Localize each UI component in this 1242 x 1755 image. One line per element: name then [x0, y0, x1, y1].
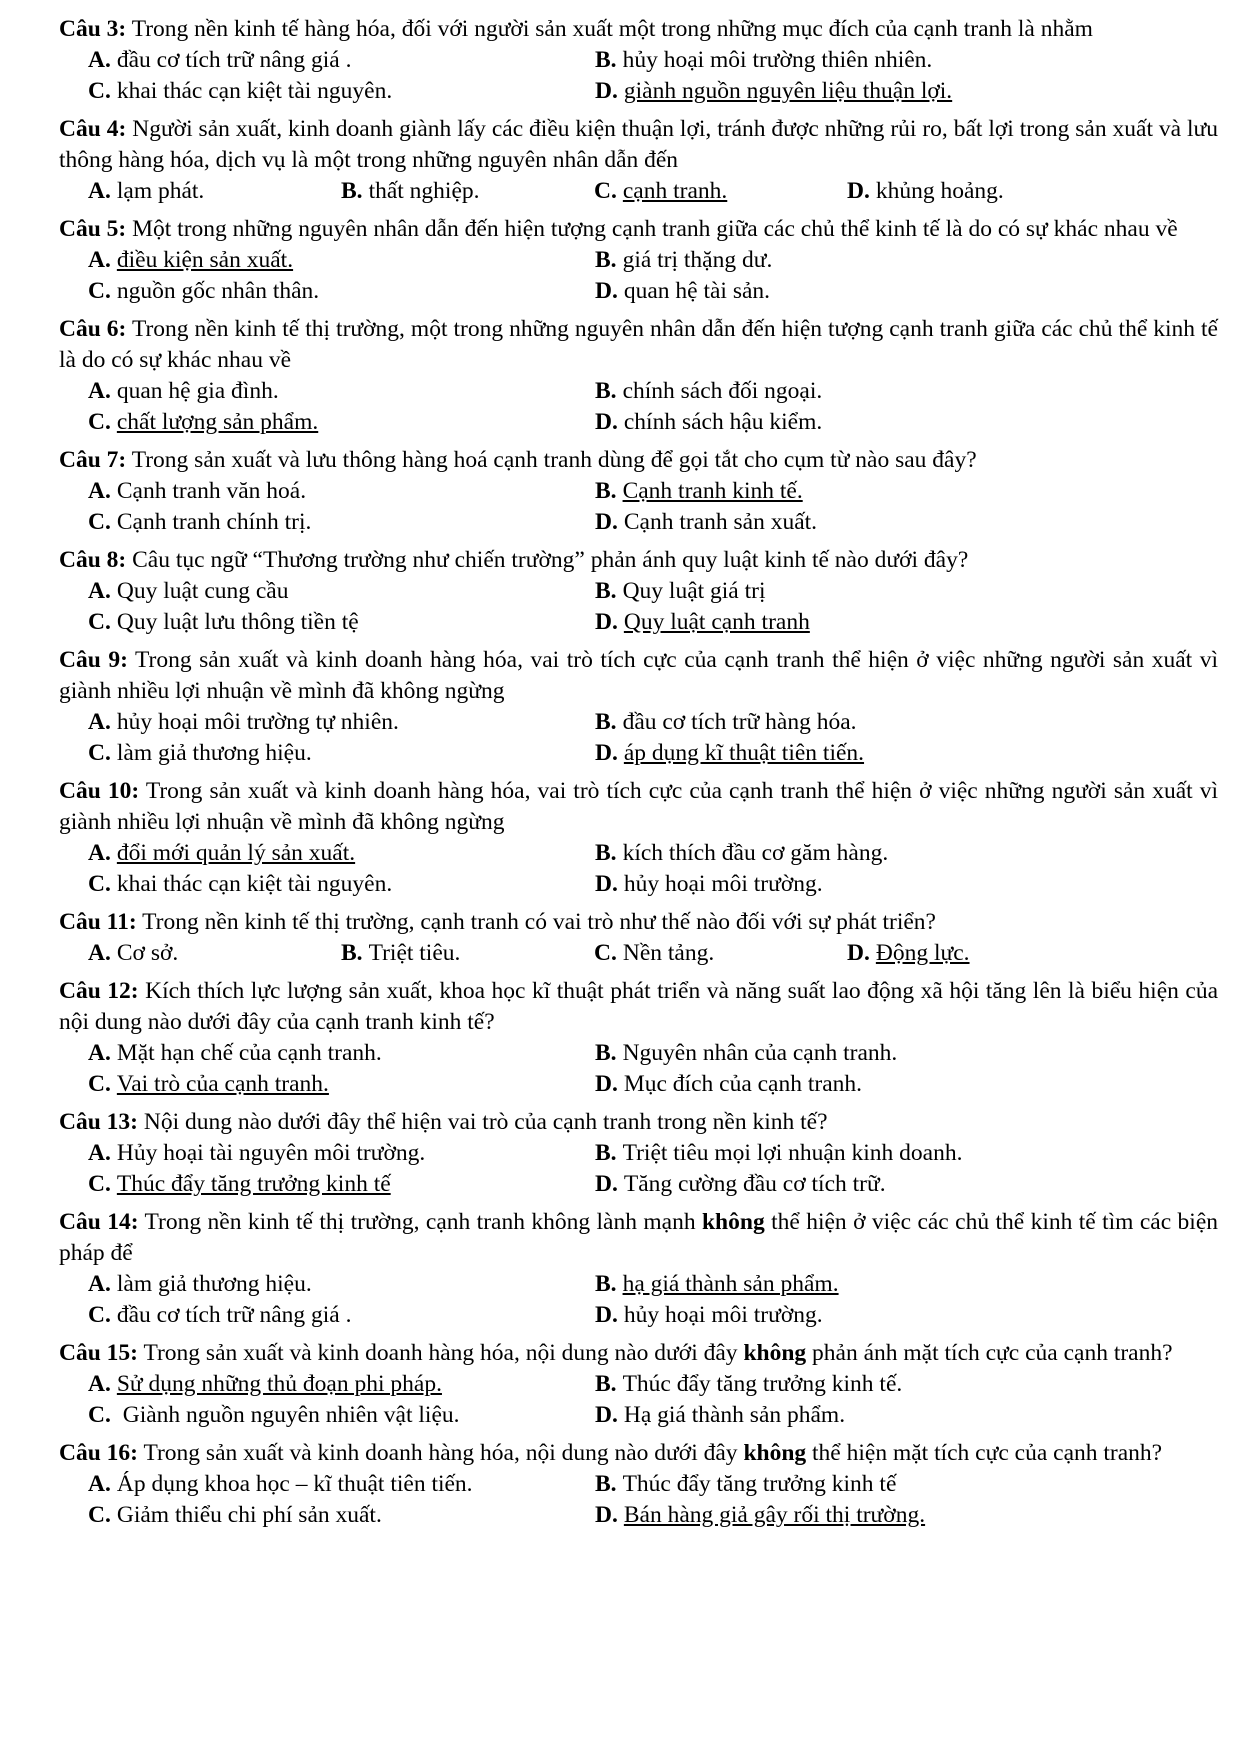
question-text: Trong sản xuất và kinh doanh hàng hóa, vai trò tích cực của cạnh tranh thể hiện ở việc những người sản xuất vì giành nhiều lợi nhuận về mình đã không ngừng: [59, 778, 1218, 835]
option-text: Triệt tiêu.: [368, 940, 461, 966]
option-letter: C.: [88, 1071, 111, 1097]
answer-options: [59, 576, 1218, 638]
option-text: chính sách đối ngoại.: [622, 378, 823, 404]
answer-option-b: [595, 1269, 1102, 1300]
option-letter: A.: [88, 940, 111, 966]
option-text: khai thác cạn kiệt tài nguyên.: [116, 871, 393, 897]
option-letter: A.: [88, 1271, 111, 1297]
option-text: hạ giá thành sản phẩm.: [622, 1271, 839, 1297]
option-letter: C.: [88, 509, 111, 535]
question-block: [59, 645, 1218, 769]
question-stem: [59, 545, 1218, 576]
option-text: làm giả thương hiệu.: [116, 1271, 312, 1297]
option-text: Bán hàng giả gây rối thị trường.: [623, 1502, 926, 1528]
question-stem: [59, 314, 1218, 376]
option-letter: C.: [88, 409, 111, 435]
answer-option-d: [595, 1169, 1102, 1200]
question-number: Câu 9:: [59, 647, 128, 673]
answer-options: [59, 1269, 1218, 1331]
option-letter: D.: [847, 178, 870, 204]
option-letter: B.: [595, 1271, 617, 1297]
answer-option-c: [88, 1169, 595, 1200]
question-number: Câu 13:: [59, 1109, 138, 1135]
option-text: đổi mới quản lý sản xuất.: [116, 840, 356, 866]
answer-option-a: [88, 176, 341, 207]
question-number: Câu 5:: [59, 216, 127, 242]
answer-option-a: [88, 1038, 595, 1069]
option-letter: D.: [595, 609, 618, 635]
answer-option-c: [88, 1500, 595, 1531]
option-letter: A.: [88, 709, 111, 735]
question-text: Người sản xuất, kinh doanh giành lấy các điều kiện thuận lợi, tránh được những rủi ro, bất lợi trong sản xuất và lưu thông hàng hóa, dịch vụ là một trong những nguyên nhân dẫn đến: [59, 116, 1219, 173]
question-text: Nội dung nào dưới đây thể hiện vai trò của cạnh tranh trong nền kinh tế?: [143, 1109, 828, 1135]
question-text: thể hiện mặt tích cực của cạnh tranh?: [806, 1440, 1163, 1466]
question-text: Trong nền kinh tế thị trường, cạnh tranh có vai trò như thế nào đối với sự phát triển?: [142, 909, 936, 935]
question-stem: [59, 114, 1218, 176]
question-text: Trong sản xuất và kinh doanh hàng hóa, nội dung nào dưới đây: [143, 1340, 744, 1366]
option-text: quan hệ gia đình.: [116, 378, 279, 404]
question-number: Câu 8:: [59, 547, 127, 573]
question-text: Trong nền kinh tế thị trường, cạnh tranh không lành mạnh: [144, 1209, 702, 1235]
option-text: Thúc đẩy tăng trưởng kinh tế: [116, 1171, 391, 1197]
answer-option-a: [88, 476, 595, 507]
option-text: khai thác cạn kiệt tài nguyên.: [116, 78, 393, 104]
answer-options: [59, 1138, 1218, 1200]
option-text: Cạnh tranh chính trị.: [116, 509, 312, 535]
question-number: Câu 3:: [59, 16, 127, 42]
question-stem: [59, 976, 1218, 1038]
option-text: Cạnh tranh sản xuất.: [623, 509, 818, 535]
option-letter: A.: [88, 47, 111, 73]
answer-option-d: [595, 1500, 1102, 1531]
question-stem: [59, 14, 1218, 45]
answer-option-a: [88, 1269, 595, 1300]
answer-option-a: [88, 376, 595, 407]
question-stem: [59, 907, 1218, 938]
option-letter: C.: [88, 1502, 111, 1528]
option-letter: C.: [88, 871, 111, 897]
question-text: Trong sản xuất và kinh doanh hàng hóa, vai trò tích cực của cạnh tranh thể hiện ở việc những người sản xuất vì giành nhiều lợi nhuận về mình đã không ngừng: [59, 647, 1219, 704]
option-text: Nguyên nhân của cạnh tranh.: [622, 1040, 898, 1066]
question-block: [59, 776, 1218, 900]
option-letter: D.: [595, 740, 618, 766]
answer-option-b: [595, 245, 1102, 276]
option-letter: B.: [341, 940, 363, 966]
option-text: Thúc đẩy tăng trưởng kinh tế: [622, 1471, 897, 1497]
option-text: Quy luật giá trị: [622, 578, 766, 604]
option-letter: B.: [595, 1371, 617, 1397]
option-letter: D.: [595, 1171, 618, 1197]
option-letter: B.: [595, 709, 617, 735]
option-text: Giành nguồn nguyên nhiên vật liệu.: [116, 1402, 460, 1428]
question-text: Trong sản xuất và kinh doanh hàng hóa, nội dung nào dưới đây: [143, 1440, 744, 1466]
question-stem: [59, 214, 1218, 245]
question-number: Câu 14:: [59, 1209, 139, 1235]
option-text: làm giả thương hiệu.: [116, 740, 312, 766]
option-text: điều kiện sản xuất.: [116, 247, 294, 273]
option-text: hủy hoại môi trường.: [623, 1302, 823, 1328]
question-block: [59, 907, 1218, 969]
option-text: Cạnh tranh kinh tế.: [622, 478, 803, 504]
question-text: Trong nền kinh tế thị trường, một trong những nguyên nhân dẫn đến hiện tượng cạnh tranh giữa các chủ thể kinh tế là do có sự khác nhau về: [59, 316, 1218, 373]
question-number: Câu 12:: [59, 978, 139, 1004]
question-number: Câu 7:: [59, 447, 127, 473]
option-text: cạnh tranh.: [622, 178, 728, 204]
option-letter: B.: [341, 178, 363, 204]
answer-option-b: [595, 576, 1102, 607]
question-stem: [59, 645, 1218, 707]
answer-option-c: [88, 76, 595, 107]
answer-option-d: [595, 1400, 1102, 1431]
answer-options: [59, 245, 1218, 307]
option-text: Cạnh tranh văn hoá.: [116, 478, 307, 504]
answer-options: [59, 1369, 1218, 1431]
option-text: giành nguồn nguyên liệu thuận lợi.: [623, 78, 953, 104]
answer-option-a: [88, 45, 595, 76]
option-text: đầu cơ tích trữ nâng giá .: [116, 47, 352, 73]
question-text: Câu tục ngữ “Thương trường như chiến trường” phản ánh quy luật kinh tế nào dưới đây?: [132, 547, 969, 573]
answer-option-c: [88, 869, 595, 900]
option-text: quan hệ tài sản.: [623, 278, 771, 304]
answer-option-b: [595, 1138, 1102, 1169]
option-text: Cơ sở.: [116, 940, 179, 966]
answer-option-b: [595, 1469, 1102, 1500]
question-block: [59, 214, 1218, 307]
answer-option-d: [595, 1069, 1102, 1100]
option-letter: C.: [88, 609, 111, 635]
answer-option-c: [88, 507, 595, 538]
question-stem: [59, 1338, 1218, 1369]
option-letter: D.: [595, 1502, 618, 1528]
option-text: Nền tảng.: [622, 940, 715, 966]
question-stem: [59, 445, 1218, 476]
option-text: Mục đích của cạnh tranh.: [623, 1071, 863, 1097]
answer-options: [59, 45, 1218, 107]
option-text: đầu cơ tích trữ hàng hóa.: [622, 709, 857, 735]
answer-option-a: [88, 245, 595, 276]
answer-option-b: [341, 176, 594, 207]
answer-option-b: [595, 707, 1102, 738]
option-letter: C.: [594, 940, 617, 966]
option-letter: A.: [88, 1371, 111, 1397]
option-text: hủy hoại môi trường.: [623, 871, 823, 897]
answer-option-d: [595, 276, 1102, 307]
question-text: phản ánh mặt tích cực của cạnh tranh?: [806, 1340, 1173, 1366]
answer-option-c: [88, 607, 595, 638]
answer-option-d: [847, 176, 1100, 207]
option-text: đầu cơ tích trữ nâng giá .: [116, 1302, 352, 1328]
option-letter: B.: [595, 478, 617, 504]
option-text: hủy hoại môi trường thiên nhiên.: [622, 47, 933, 73]
answer-option-c: [88, 1300, 595, 1331]
option-letter: D.: [595, 78, 618, 104]
answer-option-c: [88, 1400, 595, 1431]
answer-option-c: [88, 276, 595, 307]
option-letter: C.: [88, 1171, 111, 1197]
option-letter: D.: [595, 871, 618, 897]
option-text: chính sách hậu kiểm.: [623, 409, 823, 435]
answer-option-c: [88, 407, 595, 438]
question-number: Câu 4:: [59, 116, 127, 142]
option-text: kích thích đầu cơ găm hàng.: [622, 840, 889, 866]
option-text: Hủy hoại tài nguyên môi trường.: [116, 1140, 426, 1166]
option-text: Quy luật cung cầu: [116, 578, 289, 604]
answer-option-b: [595, 838, 1102, 869]
answer-option-a: [88, 1138, 595, 1169]
answer-option-a: [88, 707, 595, 738]
answer-options: [59, 176, 1218, 207]
question-block: [59, 1107, 1218, 1200]
option-letter: A.: [88, 1471, 111, 1497]
option-text: Sử dụng những thủ đoạn phi pháp.: [116, 1371, 442, 1397]
question-number: Câu 15:: [59, 1340, 138, 1366]
answer-option-a: [88, 838, 595, 869]
option-letter: A.: [88, 1040, 111, 1066]
option-text: áp dụng kĩ thuật tiên tiến.: [623, 740, 865, 766]
negation-keyword: không: [743, 1340, 807, 1366]
option-letter: A.: [88, 378, 111, 404]
question-text: Trong nền kinh tế hàng hóa, đối với người sản xuất một trong những mục đích của cạnh tranh là nhằm: [131, 16, 1093, 42]
answer-option-d: [595, 607, 1102, 638]
option-text: Động lực.: [875, 940, 970, 966]
option-letter: A.: [88, 247, 111, 273]
option-letter: C.: [88, 1302, 111, 1328]
option-letter: C.: [594, 178, 617, 204]
option-letter: B.: [595, 1140, 617, 1166]
question-block: [59, 1207, 1218, 1331]
option-letter: B.: [595, 378, 617, 404]
option-text: Áp dụng khoa học – kĩ thuật tiên tiến.: [116, 1471, 473, 1497]
question-stem: [59, 1207, 1218, 1269]
question-number: Câu 16:: [59, 1440, 138, 1466]
answer-option-d: [595, 507, 1102, 538]
question-stem: [59, 776, 1218, 838]
question-text: thể hiện ở việc các chủ thể kinh tế tìm các biện pháp để: [59, 1209, 1219, 1266]
question-stem: [59, 1438, 1218, 1469]
option-letter: D.: [595, 509, 618, 535]
question-block: [59, 976, 1218, 1100]
option-letter: B.: [595, 47, 617, 73]
option-letter: D.: [595, 409, 618, 435]
question-block: [59, 114, 1218, 207]
option-letter: B.: [595, 578, 617, 604]
answer-option-c: [88, 1069, 595, 1100]
option-letter: D.: [595, 1071, 618, 1097]
option-text: Mặt hạn chế của cạnh tranh.: [116, 1040, 382, 1066]
question-block: [59, 1338, 1218, 1431]
option-letter: C.: [88, 1402, 111, 1428]
option-letter: A.: [88, 840, 111, 866]
option-text: Triệt tiêu mọi lợi nhuận kinh doanh.: [622, 1140, 963, 1166]
option-text: nguồn gốc nhân thân.: [116, 278, 320, 304]
answer-options: [59, 938, 1218, 969]
option-text: Thúc đẩy tăng trưởng kinh tế.: [622, 1371, 903, 1397]
question-number: Câu 11:: [59, 909, 137, 935]
question-block: [59, 445, 1218, 538]
question-number: Câu 6:: [59, 316, 127, 342]
answer-options: [59, 376, 1218, 438]
answer-option-b: [595, 45, 1102, 76]
answer-option-d: [595, 869, 1102, 900]
option-text: Tăng cường đầu cơ tích trữ.: [623, 1171, 886, 1197]
answer-option-a: [88, 576, 595, 607]
answer-option-d: [595, 76, 1102, 107]
question-block: [59, 314, 1218, 438]
option-text: Vai trò của cạnh tranh.: [116, 1071, 329, 1097]
answer-options: [59, 476, 1218, 538]
option-letter: A.: [88, 1140, 111, 1166]
option-letter: C.: [88, 78, 111, 104]
answer-option-c: [594, 176, 847, 207]
answer-option-b: [595, 1038, 1102, 1069]
answer-option-d: [595, 407, 1102, 438]
question-text: Trong sản xuất và lưu thông hàng hoá cạnh tranh dùng để gọi tắt cho cụm từ nào sau đây?: [131, 447, 977, 473]
answer-option-b: [341, 938, 594, 969]
answer-option-d: [595, 738, 1102, 769]
answer-option-b: [595, 476, 1102, 507]
option-text: giá trị thặng dư.: [622, 247, 773, 273]
answer-options: [59, 838, 1218, 900]
answer-option-a: [88, 1369, 595, 1400]
question-stem: [59, 1107, 1218, 1138]
option-text: khủng hoảng.: [875, 178, 1004, 204]
option-letter: B.: [595, 1040, 617, 1066]
option-text: hủy hoại môi trường tự nhiên.: [116, 709, 399, 735]
answer-option-a: [88, 1469, 595, 1500]
negation-keyword: không: [743, 1440, 807, 1466]
answer-option-b: [595, 376, 1102, 407]
question-block: [59, 545, 1218, 638]
option-letter: A.: [88, 578, 111, 604]
negation-keyword: không: [701, 1209, 765, 1235]
option-letter: B.: [595, 247, 617, 273]
answer-option-b: [595, 1369, 1102, 1400]
option-letter: A.: [88, 178, 111, 204]
option-text: Quy luật lưu thông tiền tệ: [116, 609, 359, 635]
answer-option-c: [88, 738, 595, 769]
answer-option-d: [847, 938, 1100, 969]
option-letter: D.: [847, 940, 870, 966]
question-text: Kích thích lực lượng sản xuất, khoa học kĩ thuật phát triển và năng suất lao động xã hội tăng lên là biểu hiện của nội dung nào dưới đây của cạnh tranh kinh tế?: [59, 978, 1218, 1035]
option-text: thất nghiệp.: [368, 178, 480, 204]
option-text: Giảm thiểu chi phí sản xuất.: [116, 1502, 382, 1528]
option-text: chất lượng sản phẩm.: [116, 409, 319, 435]
option-letter: B.: [595, 840, 617, 866]
question-number: Câu 10:: [59, 778, 140, 804]
answer-option-c: [594, 938, 847, 969]
answer-options: [59, 707, 1218, 769]
option-text: Hạ giá thành sản phẩm.: [623, 1402, 846, 1428]
option-letter: D.: [595, 278, 618, 304]
answer-options: [59, 1038, 1218, 1100]
option-text: Quy luật cạnh tranh: [623, 609, 810, 635]
question-block: [59, 14, 1218, 107]
answer-option-d: [595, 1300, 1102, 1331]
option-letter: A.: [88, 478, 111, 504]
answer-options: [59, 1469, 1218, 1531]
option-letter: D.: [595, 1402, 618, 1428]
question-block: [59, 1438, 1218, 1531]
question-text: Một trong những nguyên nhân dẫn đến hiện tượng cạnh tranh giữa các chủ thể kinh tế là do có sự khác nhau về: [132, 216, 1178, 242]
option-letter: C.: [88, 278, 111, 304]
option-text: lạm phát.: [116, 178, 205, 204]
option-letter: B.: [595, 1471, 617, 1497]
option-letter: C.: [88, 740, 111, 766]
option-letter: D.: [595, 1302, 618, 1328]
answer-option-a: [88, 938, 341, 969]
